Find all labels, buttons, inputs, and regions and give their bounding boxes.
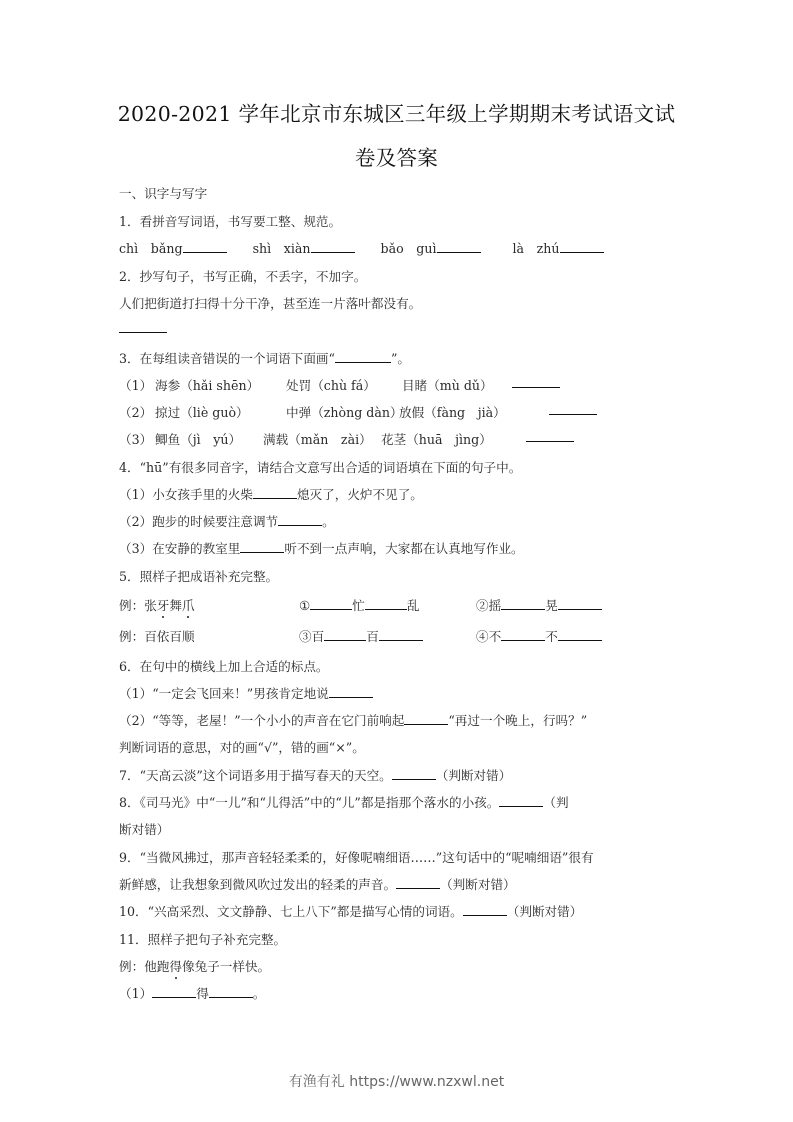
q11-prompt: 11．照样子把句子补充完整。 [119,932,287,947]
option-a: 掠过（liè guò） [155,405,249,420]
item-prefix: ④不 [476,629,502,644]
q4-prompt: 4．“hū”有很多同音字，请结合文意写出合适的词语填在下面的句子中。 [119,460,522,475]
answer-blank[interactable] [324,628,366,641]
char-dotted: 爪 [181,598,195,613]
row-label: （1） [119,378,153,393]
option-b: 满载（mǎn zài） [263,432,372,447]
example-label: 例： [119,598,145,613]
answer-blank[interactable] [392,767,436,780]
q4-item-2 [119,511,335,530]
option-c: 目睹（mù dǔ） [402,378,493,393]
answer-blank[interactable] [501,597,545,610]
answer-blank[interactable] [501,628,545,641]
idiom-item-1 [299,595,419,614]
q5-prompt: 5．照样子把成语补充完整。 [119,569,279,584]
option-b: 中弹（zhòng dàn） [286,405,403,420]
item-char: 不 [545,629,558,644]
judge-intro: 判断词语的意思，对的画“√”，错的画“×”。 [119,740,365,755]
q9-line1: 9．“当微风拂过，那声音轻轻柔柔的，好像呢喃细语……”这句话中的“呢喃细语”很有 [119,850,594,865]
item-text: “再过一个晚上，行吗？” [448,713,588,728]
item-text: （1）小女孩手里的火柴 [119,487,253,502]
q6-item-1 [119,683,373,702]
pinyin-1: chì bǎng [119,241,183,256]
item-char: 百 [366,629,379,644]
option-b: 处罚（chù fá） [286,378,376,393]
answer-blank[interactable] [437,240,481,253]
answer-blank[interactable] [278,513,322,526]
answer-blank[interactable] [560,240,604,253]
pinyin-2: shì xiàn [252,241,311,256]
q6-prompt: 6．在句中的横线上加上合适的标点。 [119,659,329,674]
underline-sample [335,350,391,363]
answer-blank[interactable] [240,540,284,553]
item-char: 乱 [406,598,420,613]
question-text: 10．“兴高采烈、文文静静、七上八下”都是描写心情的词语。 [119,904,463,919]
question-tail: （判断对错） [435,768,512,783]
item-char: 晃 [545,598,558,613]
char: 舞 [169,598,182,613]
answer-blank[interactable] [119,320,167,333]
answer-blank[interactable] [183,240,227,253]
q2-prompt: 2．抄写句子，书写正确，不丢字，不加字。 [119,269,367,284]
question-tail: （判断对错） [506,904,583,919]
item-text: 。 [322,514,335,529]
question-text: 7．“天高云淡”这个词语多用于描写春天的天空。 [119,768,392,783]
item-text: （1）“一定会飞回来！”男孩肯定地说 [119,686,329,701]
item-prefix: ① [299,598,311,613]
q7 [119,765,511,784]
answer-blank[interactable] [209,985,253,998]
watermark-footer: 有渔有礼 https://www.nzxwl.net [288,1074,505,1090]
question-text: 8．《司马光》中“一儿”和“儿得活”中的“儿”都是指那个落水的小孩。 [119,795,500,810]
document-title-line2: 卷及答案 [354,146,439,170]
answer-blank[interactable] [311,240,355,253]
answer-blank[interactable] [253,486,297,499]
item-text: （2）跑步的时候要注意调节 [119,514,279,529]
item-text: 熄灭了，火炉不见了。 [296,487,423,502]
q6-item-2 [119,710,587,729]
idiom-item-2 [476,595,602,614]
answer-blank[interactable] [463,903,507,916]
q4-item-1 [119,484,423,503]
idiom-item-3 [299,626,423,645]
option-a: 鲫鱼（jì yú） [155,432,242,447]
q10 [119,901,582,920]
q3-prompt-end: ”。 [390,351,410,366]
answer-blank[interactable] [512,375,560,388]
answer-blank[interactable] [329,685,373,698]
q8 [119,792,569,811]
row-label: （2） [119,405,153,420]
idiom-item-4 [476,626,602,645]
q3-prompt-text: 3．在每组读音错误的一个词语下面画“ [119,351,335,366]
answer-blank[interactable] [404,712,448,725]
q2-sentence: 人们把街道打扫得十分干净，甚至连一片落叶都没有。 [119,296,422,311]
section-heading: 一、识字与写字 [119,186,208,201]
item-char: 得 [196,986,209,1001]
pinyin-4: là zhú [512,241,560,256]
char-dotted: 牙 [156,598,170,613]
answer-blank[interactable] [365,597,407,610]
answer-blank[interactable] [396,876,440,889]
q4-item-3 [119,538,524,557]
q9-line2 [119,874,516,893]
answer-blank[interactable] [499,794,543,807]
q8-cont: 断对错） [119,822,170,837]
q3-prompt [119,348,410,367]
question-tail: （判 [543,795,569,810]
example-1 [119,595,195,614]
char: 张 [144,598,157,613]
answer-blank[interactable] [558,628,602,641]
document-title-line1: 2020-2021 学年北京市东城区三年级上学期期末考试语文试 [117,102,676,126]
item-prefix: ③百 [299,629,325,644]
item-char: 忙 [352,598,365,613]
option-c: 放假（fàng jià） [399,405,506,420]
example-text: 例：他跑 [119,959,170,974]
q1-pinyin-row [119,238,604,257]
question-tail: （判断对错） [440,877,516,892]
example-2: 例：百依百顺 [119,629,195,644]
option-c: 花茎（huā jìng） [381,432,492,447]
pinyin-3: bǎo guì [380,241,437,256]
answer-blank[interactable] [558,597,602,610]
row-label: （3） [119,432,153,447]
item-text: （3）在安静的教室里 [119,541,241,556]
answer-blank[interactable] [549,402,597,415]
example-text: 像兔子一样快。 [181,959,271,974]
answer-blank[interactable] [526,429,574,442]
answer-blank[interactable] [310,597,352,610]
q11-item-1 [119,983,265,1002]
q1-prompt: 1．看拼音写词语，书写要工整、规范。 [119,214,342,229]
answer-blank[interactable] [379,628,423,641]
question-text: 新鲜感，让我想象到微风吹过发出的轻柔的声音。 [119,877,397,892]
option-a: 海参（hǎi shēn） [155,378,260,393]
q11-example [119,956,270,975]
item-label: （1） [119,986,153,1001]
item-text: （2）“等等，老屋！”一个小小的声音在它门前响起 [119,713,405,728]
char-dotted: 得 [169,959,182,974]
item-prefix: ②摇 [476,598,502,613]
answer-blank[interactable] [152,985,196,998]
q2-answer-row [119,320,167,336]
item-char: 。 [252,986,266,1001]
item-text: 听不到一点声响，大家都在认真地写作业。 [284,541,524,556]
